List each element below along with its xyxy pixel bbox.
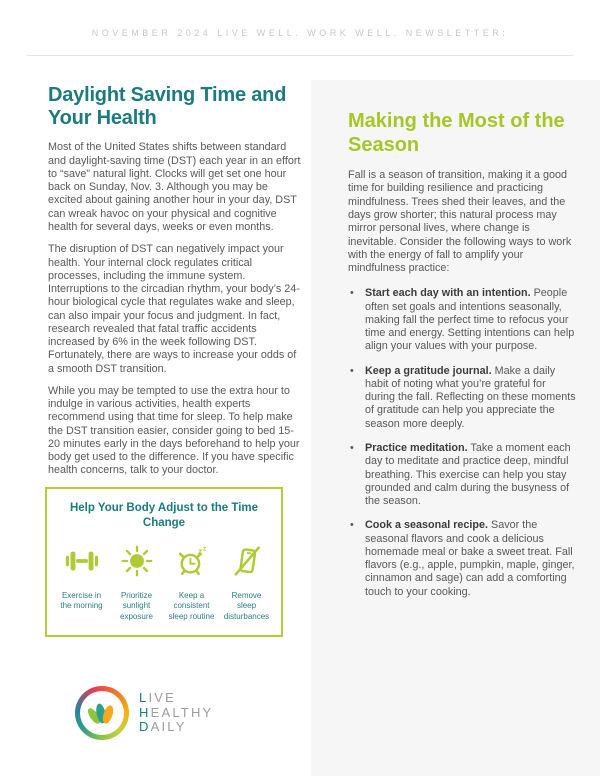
svg-text:z: z: [197, 545, 202, 556]
tip-box-title: Help Your Body Adjust to the Time Change: [69, 501, 259, 529]
bullet-text: Make a daily habit of noting what you’re grateful for during the fall. Reflecting on these moments of gratitude can help you appreciate the season more deeply.: [365, 364, 576, 430]
mindfulness-tips-list: [348, 287, 578, 599]
season-article-title: Making the Most of the Season: [348, 110, 565, 156]
tip-item: [109, 544, 164, 623]
alarm-clock-icon: [175, 544, 209, 578]
logo-line: HEALTHY: [139, 704, 214, 720]
logo-ring-icon: [75, 686, 129, 740]
bullet-lead: Cook a seasonal recipe.: [365, 519, 489, 532]
season-panel: [311, 80, 600, 776]
bullet-text: Savor the seasonal flavors and cook a delicious homemade meal or bake a sweet treat. Fall flavors (e.g., apple, pumpkin, maple, ginger, cinnamon and sage) can add a comforting touch to your cooking.: [365, 519, 575, 598]
live-healthy-daily-logo: [75, 686, 213, 740]
logo-leaves-icon: [75, 686, 129, 740]
list-item: [348, 442, 578, 508]
tip-item-label: Exercise in the morning: [60, 590, 103, 611]
masthead-title: NOVEMBER 2024 LIVE WELL. WORK WELL. NEWSLETTER:: [91, 28, 509, 38]
sun-icon: [120, 544, 154, 578]
tip-item-label: Remove sleep disturbances: [223, 590, 270, 622]
bullet-text: Take a moment each day to meditate and practice deep, mindful breathing. This exercise can help you stay grounded and calm during the busyness of the season.: [365, 441, 571, 508]
list-item: [348, 287, 578, 353]
list-item: [348, 365, 578, 431]
tip-item: [219, 544, 274, 623]
tip-box: [45, 487, 283, 637]
paragraph: While you may be tempted to use the extra hour to indulge in various activities, health experts recommend using that time for sleep. To help make the DST transition easier, consider going to bed 15-20 minutes early in the days beforehand to help your body get used to the difference. If you have specific health concerns, talk to your doctor.: [48, 384, 300, 477]
list-item: [348, 519, 578, 599]
bullet-lead: Start each day with an intention.: [365, 287, 531, 300]
paragraph: The disruption of DST can negatively impact your health. Your internal clock regulates critical processes, including the immune system. Interruptions to the circadian rhythm, your body’s 24-hour biological cycle that regulates wake and sleep, can also impair your focus and judgment. In fact, research revealed that fatal traffic accidents increased by 6% in the week following DST. Fortunately, there are ways to increase your odds of a smooth DST transition.: [48, 243, 300, 375]
season-article-intro: Fall is a season of transition, making it a good time for building resilience and practicing mindfulness. Trees shed their leaves, and the days grow shorter; this natural process may mirror personal lives, where change is inevitable. Consider the following ways to work with the energy of fall to amplify your mindfulness practice:: [348, 169, 572, 275]
bullet-lead: Keep a gratitude journal.: [365, 364, 492, 377]
dumbbell-icon: [65, 544, 99, 578]
tip-item-label: Prioritize sunlight exposure: [120, 590, 153, 622]
logo-line: LIVE: [139, 689, 176, 705]
tip-item: [54, 544, 109, 623]
bullet-lead: Practice meditation.: [365, 441, 468, 454]
masthead-divider: [27, 55, 573, 56]
logo-wordmark: [139, 691, 213, 735]
dst-article-title: Daylight Saving Time and Your Health: [48, 84, 287, 130]
svg-text:z: z: [202, 545, 206, 552]
tip-grid: [54, 544, 274, 623]
bullet-text: People often set goals and intentions seasonally, making fall the perfect time to refocus your time and energy. Setting intentions can help align your values with your purpose.: [365, 287, 575, 353]
paragraph: Most of the United States shifts between standard and daylight-saving time (DST) each year in an effort to “save” natural light. Clocks will get set one hour back on Sunday, Nov. 3. Although you may be excited about gaining another hour in your day, DST can wreak havoc on your physical and cognitive health for several days, weeks or even months.: [48, 141, 301, 233]
logo-line: DAILY: [139, 719, 187, 735]
tip-item-label: Keep a consistent sleep routine: [168, 590, 215, 622]
dst-article: [48, 84, 302, 637]
tip-item: [164, 544, 219, 623]
no-phone-icon: [230, 544, 264, 578]
